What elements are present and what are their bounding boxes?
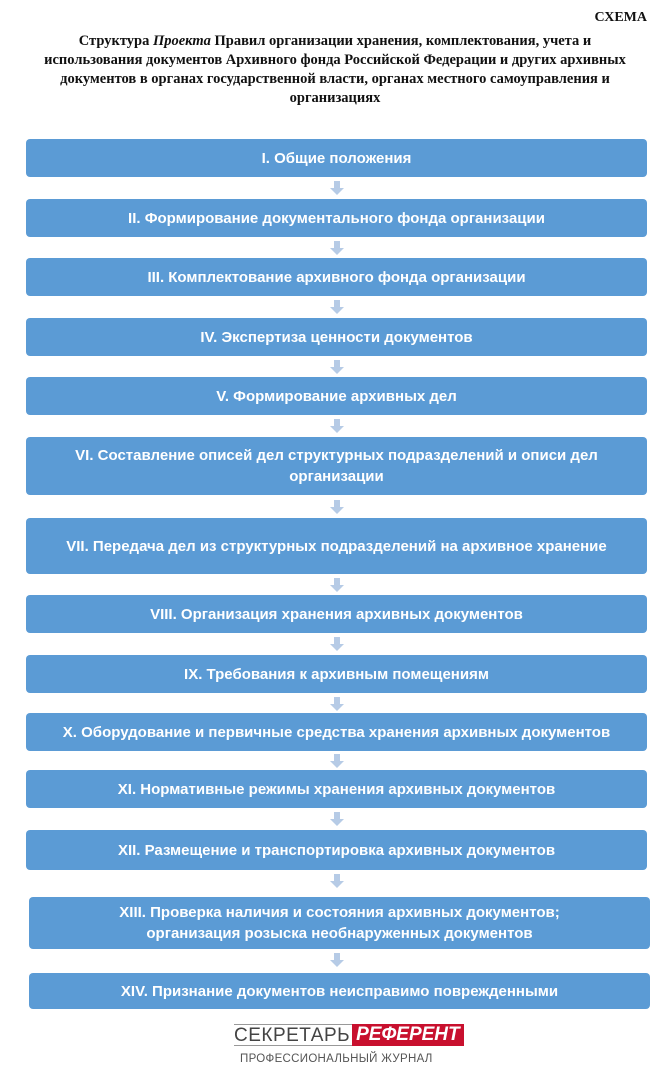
section-box-8: VIII. Организация хранения архивных документов <box>26 595 647 633</box>
section-box-10: X. Оборудование и первичные средства хранения архивных документов <box>26 713 647 751</box>
down-arrow-icon <box>330 181 344 195</box>
title-italic: Проекта <box>152 33 211 49</box>
down-arrow-icon <box>330 697 344 711</box>
section-box-4: IV. Экспертиза ценности документов <box>26 318 647 356</box>
down-arrow-icon <box>330 953 344 967</box>
down-arrow-icon <box>330 812 344 826</box>
down-arrow-icon <box>330 874 344 888</box>
section-box-12: XII. Размещение и транспортировка архивных документов <box>26 830 647 870</box>
section-box-7: VII. Передача дел из структурных подразделений на архивное хранение <box>26 518 647 574</box>
section-box-5: V. Формирование архивных дел <box>26 377 647 415</box>
title-prefix: Структура <box>78 33 153 49</box>
section-box-6: VI. Составление описей дел структурных подразделений и описи дел организации <box>26 437 647 495</box>
logo-word-referent: РЕФЕРЕНТ <box>352 1024 464 1046</box>
down-arrow-icon <box>330 500 344 514</box>
publisher-logo <box>234 1024 464 1046</box>
scheme-label: СХЕМА <box>594 10 647 25</box>
down-arrow-icon <box>330 419 344 433</box>
title-rest: Правил организации хранения, комплектования, учета и использования документов Архивного фонда Российской Федерации и других архивных документов в органах государственной власти, органах местного самоуправления и организациях <box>44 33 626 106</box>
down-arrow-icon <box>330 241 344 255</box>
section-box-11: XI. Нормативные режимы хранения архивных документов <box>26 770 647 808</box>
section-box-14: XIV. Признание документов неисправимо поврежденными <box>29 973 650 1009</box>
section-box-13: XIII. Проверка наличия и состояния архивных документов; организация розыска необнаруженных документов <box>29 897 650 949</box>
section-box-9: IX. Требования к архивным помещениям <box>26 655 647 693</box>
down-arrow-icon <box>330 637 344 651</box>
logo-word-sekretar: СЕКРЕТАРЬ <box>234 1025 351 1046</box>
down-arrow-icon <box>330 300 344 314</box>
page-title <box>40 32 630 108</box>
down-arrow-icon <box>330 360 344 374</box>
down-arrow-icon <box>330 754 344 768</box>
down-arrow-icon <box>330 578 344 592</box>
logo-subtitle: ПРОФЕССИОНАЛЬНЫЙ ЖУРНАЛ <box>240 1053 433 1065</box>
section-box-3: III. Комплектование архивного фонда организации <box>26 258 647 296</box>
section-box-2: II. Формирование документального фонда организации <box>26 199 647 237</box>
section-box-1: I. Общие положения <box>26 139 647 177</box>
